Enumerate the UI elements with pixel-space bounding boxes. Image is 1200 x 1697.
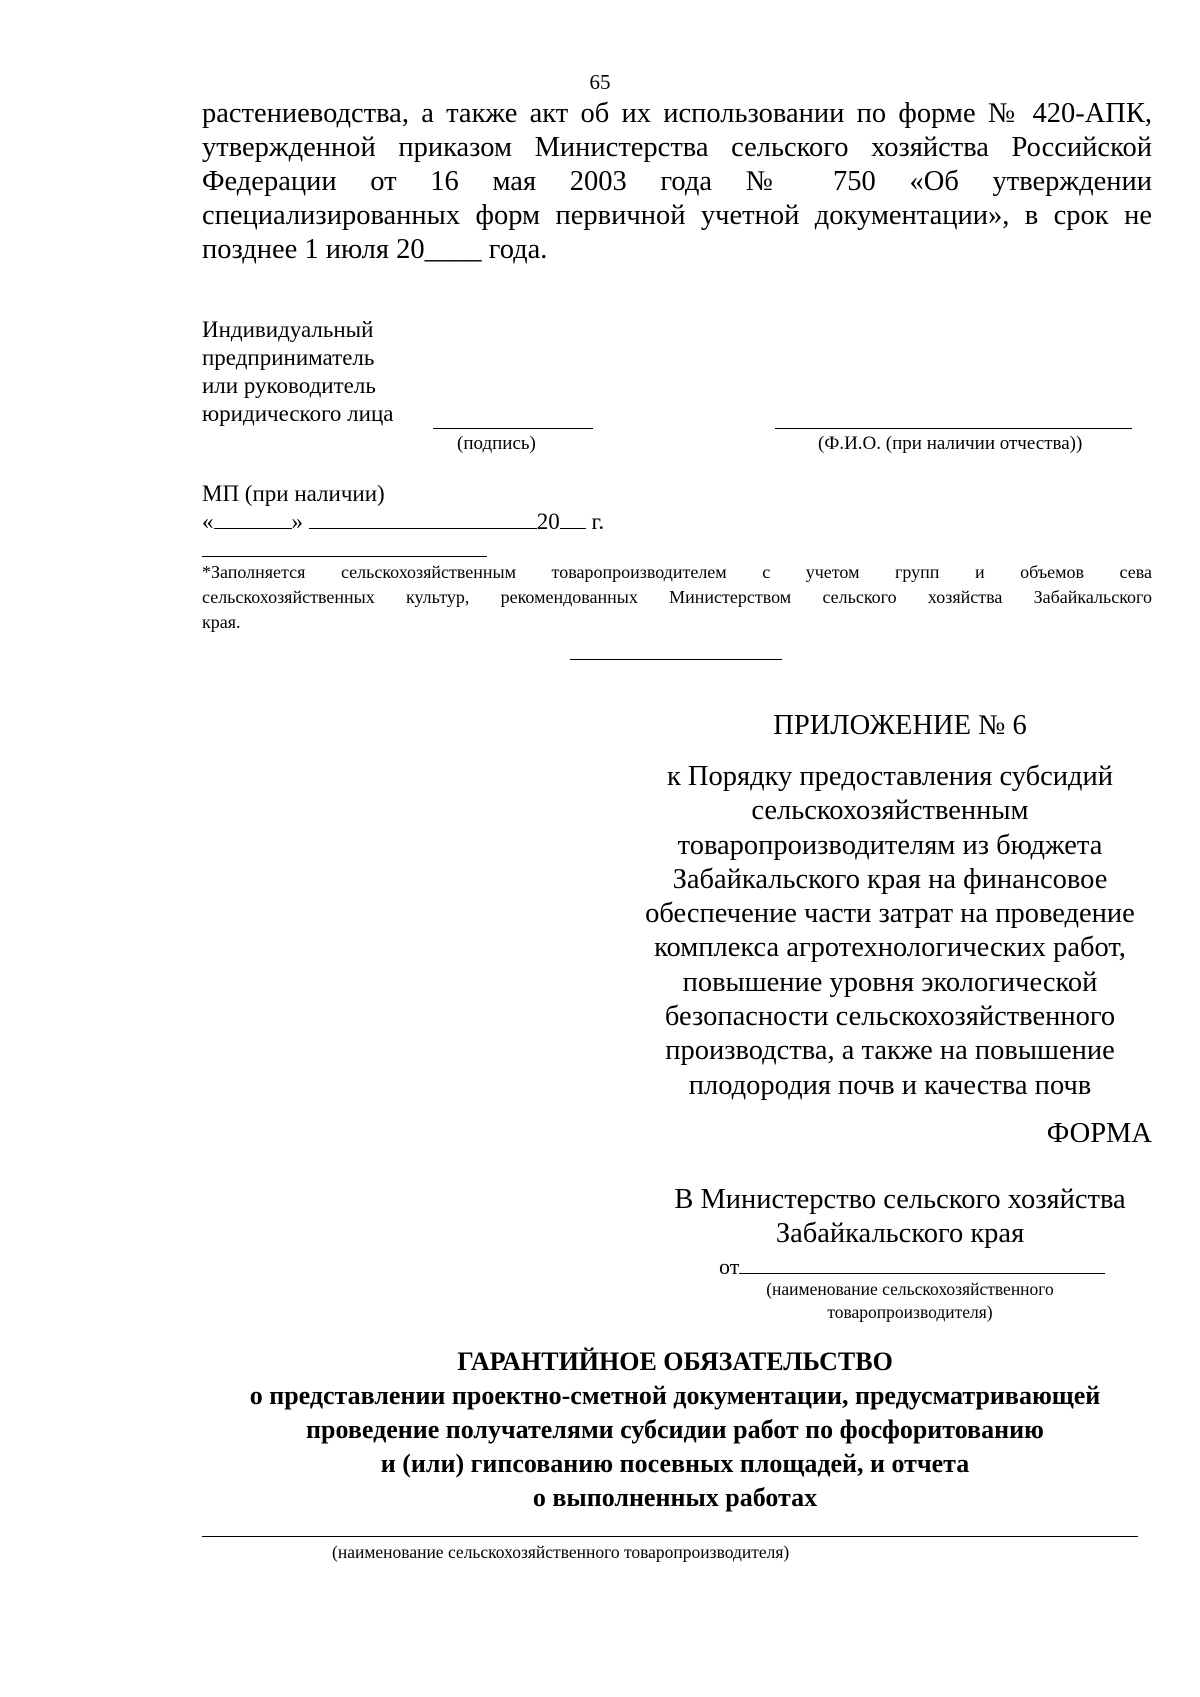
signer-label-line: или руководитель [202,373,376,398]
signer-label-line: Индивидуальный [202,317,374,342]
footnote-line: сельскохозяйственных культур, рекомендованных Министерством сельского хозяйства Забайкальского [202,587,1152,607]
producer-name-caption: (наименование сельскохозяйственного товаропроизводителя) [332,1542,790,1562]
year-blank [560,508,586,529]
appendix-line: сельскохозяйственным [751,795,1029,827]
appendix-line: Забайкальского края на финансовое [672,863,1108,895]
stamp-label: МП (при наличии) [202,481,385,506]
recipient-line: Забайкальского края [775,1218,1025,1249]
from-caption-line: (наименование сельскохозяйственного [766,1279,1054,1299]
day-blank [214,508,292,529]
appendix-line: товаропроизводителям из бюджета [677,829,1103,861]
title-line: ГАРАНТИЙНОЕ ОБЯЗАТЕЛЬСТВО [457,1347,893,1376]
appendix-line: к Порядку предоставления субсидий [666,761,1114,792]
body-line: растениеводства, а также акт об их использовании по форме № 420-АПК, [202,98,1152,129]
title-line: и (или) гипсованию посевных площадей, и отчета [380,1449,970,1478]
footnote-line: *Заполняется сельскохозяйственным товаропроизводителем с учетом групп и объемов сева [202,562,1152,582]
appendix-line: повышение уровня экологической [682,966,1098,998]
producer-name-line [202,1536,1138,1537]
page-number: 65 [589,70,611,94]
recipient-address [650,1183,1150,1251]
document-title [150,1345,1200,1515]
from-caption [700,1278,1120,1324]
title-line: о представлении проектно-сметной документации, предусматривающей [249,1381,1101,1410]
signature-line [433,428,593,429]
quote-close: » [291,509,303,534]
name-caption: (Ф.И.О. (при наличии отчества)) [818,433,1083,454]
from-label: от [719,1254,740,1279]
body-line: позднее 1 июля 20____ года. [202,234,548,265]
appendix-line: комплекса агротехнологических работ, [654,932,1126,964]
title-line: о выполненных работах [532,1483,818,1512]
title-line: проведение получателями субсидии работ по фосфоритованию [306,1415,1044,1444]
name-line [775,428,1132,429]
footnote [202,560,1152,635]
recipient-line: В Министерство сельского хозяйства [674,1184,1126,1215]
from-row [719,1251,1105,1280]
from-blank [739,1251,1105,1274]
appendix-title: ПРИЛОЖЕНИЕ № 6 [773,710,1027,741]
signer-label-line: предприниматель [202,345,375,370]
body-paragraph [202,97,1152,267]
body-line: утвержденной приказом Министерства сельского хозяйства Российской [202,132,1152,163]
appendix-line: обеспечение части затрат на проведение [645,898,1135,930]
appendix-reference [630,760,1150,1103]
body-line: Федерации от 16 мая 2003 года № 750 «Об утверждении [202,166,1152,197]
form-label: ФОРМА [1046,1118,1152,1149]
footnote-line: края. [202,612,241,632]
appendix-line: безопасности сельскохозяйственного [664,1001,1116,1033]
body-line: специализированных форм первичной учетной документации», в срок не [202,200,1152,231]
year-prefix: 20 [536,509,560,534]
quote-open: « [202,509,214,534]
section-separator [570,659,782,660]
from-caption-line: товаропроизводителя) [827,1302,993,1322]
month-blank [309,508,537,529]
signature-caption: (подпись) [457,433,536,454]
date-row [202,508,604,535]
footnote-rule [202,556,487,557]
appendix-line: производства, а также на повышение [665,1035,1115,1067]
signer-label-line: юридического лица [202,401,394,426]
signer-label [202,316,393,428]
year-suffix: г. [591,509,605,534]
appendix-line: плодородия почв и качества почв [688,1069,1092,1101]
